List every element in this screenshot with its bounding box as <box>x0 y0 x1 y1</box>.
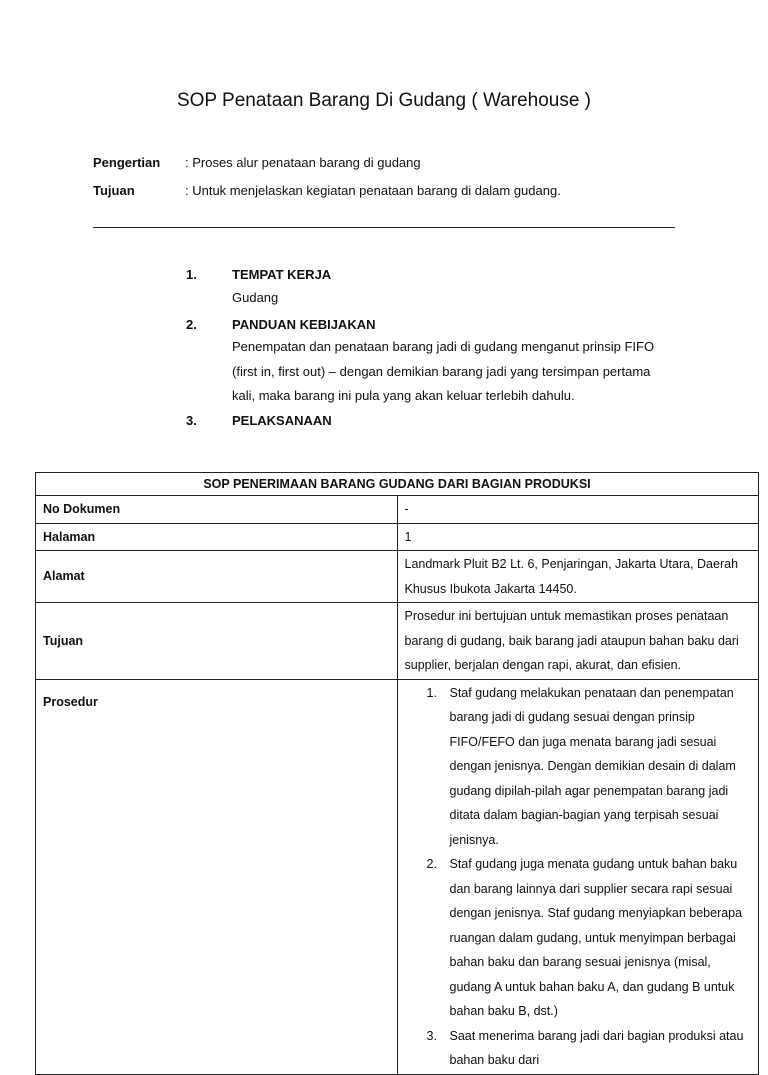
row-label: Alamat <box>36 551 398 603</box>
section-title: TEMPAT KERJA <box>232 267 332 282</box>
row-value: - <box>397 496 759 524</box>
list-text: Staf gudang melakukan penataan dan penempatan barang jadi di gudang sesuai dengan prinsip FIFO/FEFO dan juga menata barang jadi sesuai dengan jenisnya. Dengan demikian desain di dalam gudang dipilah-pilah agar penempatan barang jadi ditata dalam bagian-bagian yang terpisah sesuai jenisnya. <box>449 685 736 847</box>
list-number: 2. <box>426 857 437 871</box>
table-row <box>36 603 759 680</box>
section-title: PELAKSANAAN <box>232 413 332 428</box>
list-item <box>405 681 752 853</box>
divider <box>93 227 675 228</box>
list-text: Staf gudang juga menata gudang untuk bahan baku dan barang lainnya dari supplier secara rapi sesuai dengan jenisnya. Staf gudang menyiapkan beberapa ruangan dalam gudang, untuk menyimpan berbagai bahan baku dan barang sesuai jenisnya (misal, gudang A untuk bahan baku A, dan gudang B untuk bahan baku B, dst.) <box>449 857 743 1018</box>
definition-value: : Untuk menjelaskan kegiatan penataan barang di dalam gudang. <box>185 183 561 198</box>
procedure-list <box>405 681 752 1073</box>
procedure-cell <box>397 679 759 1074</box>
list-item <box>405 852 752 1024</box>
list-text: Saat menerima barang jadi dari bagian produksi atau bahan baku dari <box>449 1028 744 1067</box>
list-number: 3. <box>426 1028 437 1043</box>
section-2-body: Penempatan dan penataan barang jadi di gudang menganut prinsip FIFO (first in, first out) – dengan demikian barang jadi yang tersimpan pertama kali, maka barang ini pula yang akan keluar terlebih dahulu. <box>232 339 655 403</box>
table-row <box>36 496 759 524</box>
table-heading: SOP PENERIMAAN BARANG GUDANG DARI BAGIAN PRODUKSI <box>36 473 759 496</box>
row-value: Landmark Pluit B2 Lt. 6, Penjaringan, Jakarta Utara, Daerah Khusus Ibukota Jakarta 14450. <box>397 551 759 603</box>
sop-table <box>35 472 759 1075</box>
section-title: PANDUAN KEBIJAKAN <box>232 317 376 332</box>
document-title: SOP Penataan Barang Di Gudang ( Warehouse ) <box>176 90 592 111</box>
table-row-procedure <box>36 679 759 1074</box>
row-value: 1 <box>397 523 759 551</box>
table-row <box>36 523 759 551</box>
definition-label: Pengertian <box>93 155 161 170</box>
row-value: Prosedur ini bertujuan untuk memastikan proses penataan barang di gudang, baik barang jadi ataupun bahan baku dari supplier, berjalan dengan rapi, akurat, dan efisien. <box>397 603 759 680</box>
list-number: 1. <box>426 685 437 700</box>
section-number: 2. <box>186 317 197 332</box>
table-row <box>36 551 759 603</box>
section-number: 3. <box>186 413 197 428</box>
row-label: No Dokumen <box>36 496 398 524</box>
row-label: Prosedur <box>36 679 398 1074</box>
row-label: Halaman <box>36 523 398 551</box>
section-1-body: Gudang <box>232 290 279 305</box>
section-number: 1. <box>186 267 197 282</box>
definition-label: Tujuan <box>93 183 135 198</box>
row-label: Tujuan <box>36 603 398 680</box>
list-item <box>405 1024 752 1073</box>
definition-value: : Proses alur penataan barang di gudang <box>185 155 421 170</box>
